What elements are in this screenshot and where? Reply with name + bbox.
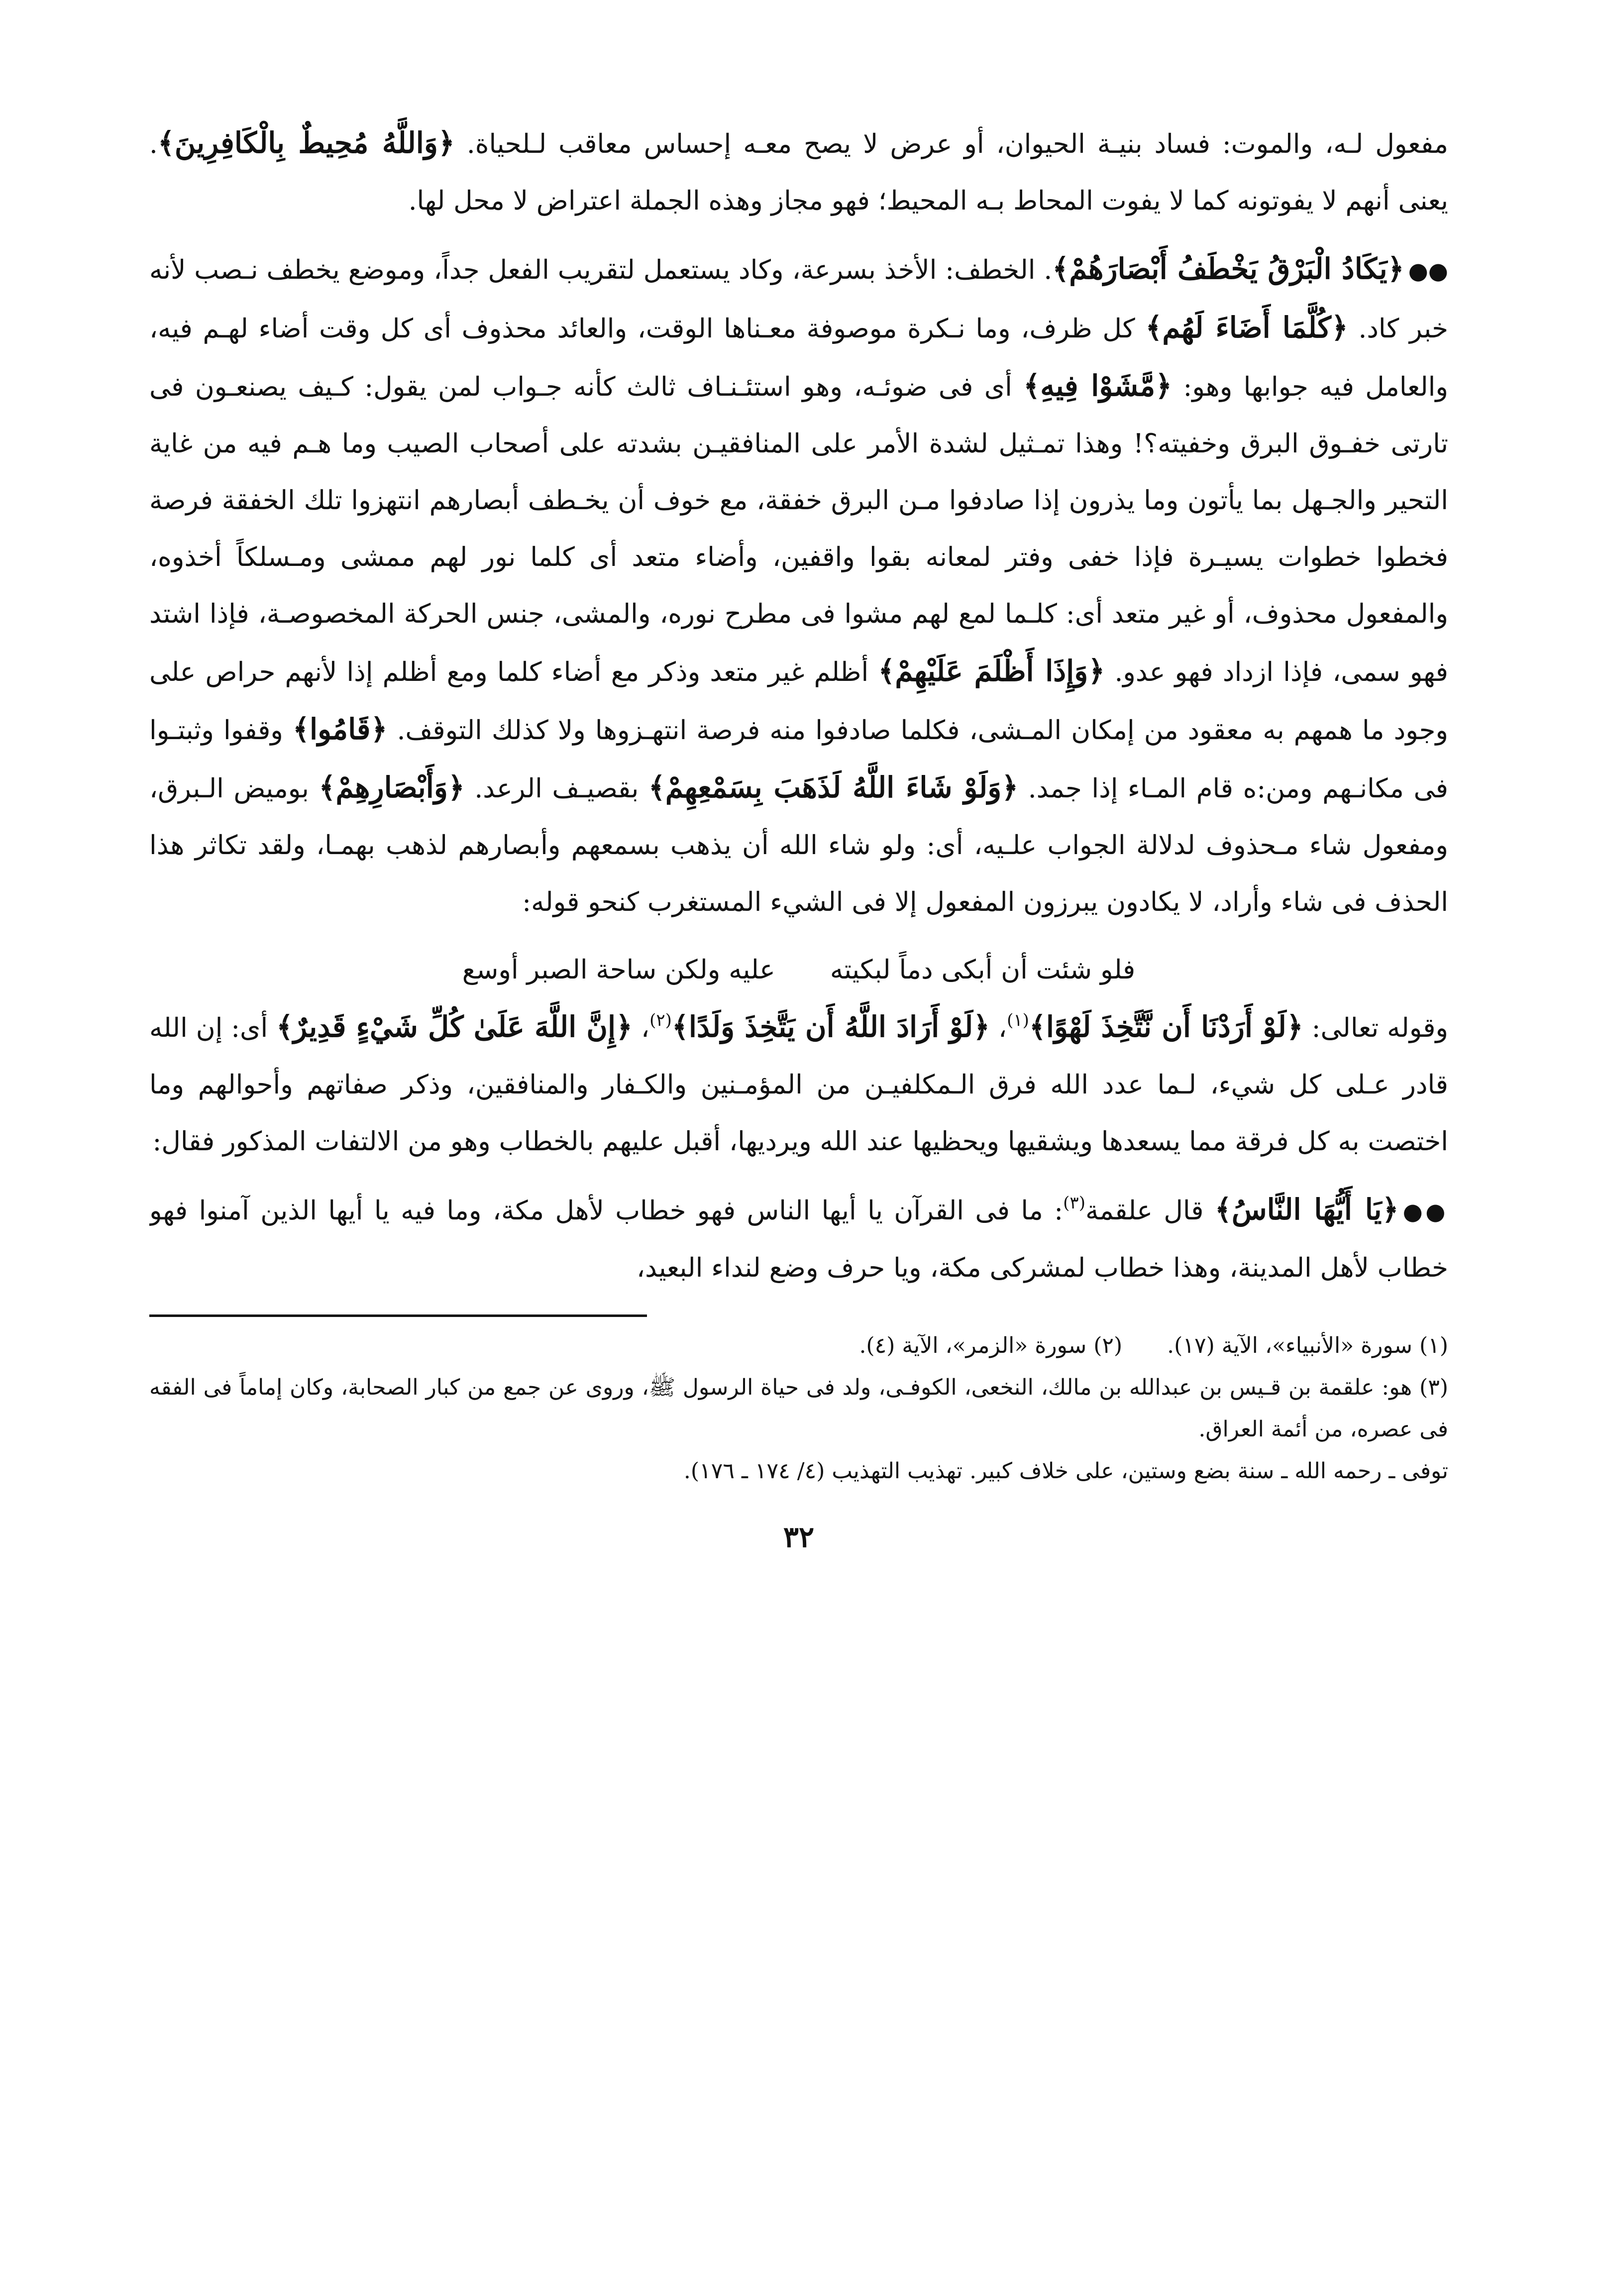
commentary-text: : ما فى القرآن يا أيها الناس فهو خطاب لأهل مكة، وما فيه يا أيها الذين آمنوا فهو خطاب لأهل المدينة، وهذا خطاب لمشركى مكة، ويا حرف وضع لنداء البعيد، [149,1196,1448,1283]
commentary-text: ، [633,1013,650,1043]
commentary-text: أى فى ضوئـه، وهو استئـنـاف ثالث كأنه جـواب لمن يقول: كـيف يصنعـون فى تارتى خفـوق البرق وخفيته؟! وهذا تمـثيل لشدة الأمر على المنافقيـن بشدته على أصحاب الصيب وما هـم فيه من غاية التحير والجـهل بما يأتون وما يذرون إذا صادفوا مـن البرق خفقة، مع خوف أن يخـطف أبصارهم انتهزوا تلك الخفقة فرصة فخطوا خطوات يسيـرة فإذا خفى وفتر لمعانه بقوا واقفين، وأضاء متعد أى كلما نور لهم ممشى ومـسلكاً أخذوه، والمفعول محذوف، أو غير متعد أى: كلـما لمع لهم مشوا فى مطرح نوره، والمشى، جنس الحركة المخصوصـة، فإذا اشتد فهو سمى، فإذا ازداد فهو عدو. [149,372,1448,687]
paragraph-bullet: ●● [1402,1198,1448,1225]
commentary-text: ، [990,1013,1007,1043]
quran-quote: ﴿مَّشَوْا فِيهِ﴾ [1023,369,1173,403]
footnote-reference: (٣) [1063,1193,1085,1213]
quran-quote: ﴿يَكَادُ الْبَرْقُ يَخْطَفُ أَبْصَارَهُمْ﴾ [1052,252,1404,286]
quran-quote: ﴿كُلَّمَا أَضَاءَ لَهُم﴾ [1145,311,1348,344]
commentary-text: قال علقمة [1085,1196,1215,1226]
paragraph-4 [149,1181,1448,1297]
commentary-text: أظلم غير متعد وذكر مع أضاء كلما ومع أظلم إذا لأنهم حراص على وجود ما همهم به معقود من إمكان المـشى، فكلما صادفوا منه فرصة انتهـزوها ولا كذلك التوقف. [149,657,1448,746]
verse-second-hemistich: عليه ولكن ساحة الصبر أوسع [462,955,775,985]
quran-quote: ﴿لَوْ أَرَادَ اللَّهُ أَن يَتَّخِذَ وَلَدًا﴾ [671,1010,990,1044]
paragraph-1 [149,114,1448,229]
quran-quote: ﴿وَاللَّهُ مُحِيطٌ بِالْكَافِرِينَ﴾ [157,126,455,160]
commentary-text: . الخطف: الأخذ بسرعة، وكاد يستعمل لتقريب الفعل جداً، وموضع يخطف نـصب لأنه خبر كاد. [149,255,1448,344]
footnote-reference: (٢) [649,1010,672,1030]
commentary-text: . يعنى أنهم لا يفوتونه كما لا يفوت المحاط بـه المحيط؛ فهو مجاز وهذه الجملة اعتراض لا محل لها. [149,129,1448,216]
commentary-text: كل ظرف، وما نـكرة موصوفة معـناها الوقت، والعائد محذوف أى كل وقت أضاء لهـم فيه، والعامل فيه جوابها وهو: [149,314,1448,402]
quran-quote: ﴿لَوْ أَرَدْنَا أَن نَّتَّخِذَ لَهْوًا﴾ [1029,1010,1303,1044]
footnote-reference: (١) [1007,1010,1029,1030]
footnote-row-1 [149,1325,1448,1367]
footnote-3-continued: توفى ـ رحمه الله ـ سنة بضع وستين، على خلاف كبير. تهذيب التهذيب (٤/ ١٧٤ ـ ١٧٦). [683,1458,1448,1484]
quran-quote: ﴿وَإِذَا أَظْلَمَ عَلَيْهِمْ﴾ [878,654,1105,688]
footnote-divider [149,1314,647,1317]
commentary-text: وقفوا وثبتـوا فى مكانـهم ومن:ه قام المـاء إذا جمد. [149,715,1448,804]
page-number: ٣٢ [783,1520,815,1554]
quran-quote: ﴿إِنَّ اللَّهَ عَلَىٰ كُلِّ شَيْءٍ قَدِيرٌ﴾ [276,1010,633,1044]
quran-quote: ﴿وَلَوْ شَاءَ اللَّهُ لَذَهَبَ بِسَمْعِهِمْ﴾ [648,770,1019,804]
footnote-1: (١) سورة «الأنبياء»، الآية (١٧). [1167,1333,1448,1358]
quran-quote: ﴿قَامُوا﴾ [292,712,388,746]
footnote-2: (٢) سورة «الزمر»، الآية (٤). [859,1333,1123,1358]
book-page [149,114,1448,2205]
paragraph-2 [149,240,1448,931]
commentary-text: مفعول لـه، والموت: فساد بنيـة الحيوان، أو عرض لا يصح معـه إحساس معاقب لـلحياة. [454,129,1448,159]
commentary-text: بقصيـف الرعد. [464,773,648,804]
paragraph-3 [149,998,1448,1170]
commentary-text: وقوله تعالى: [1303,1013,1448,1043]
paragraph-bullet: ●● [1408,257,1448,284]
quran-quote: ﴿وَأَبْصَارِهِمْ﴾ [319,770,465,804]
poetry-verse [149,942,1448,998]
main-text [149,114,1448,1297]
verse-first-hemistich: فلو شئت أن أبكى دماً لبكيته [830,955,1136,985]
footnotes [149,1325,1448,1492]
commentary-text: أى: إن الله قادر عـلى كل شيء، لـما عدد الله فرق الـمكلفيـن من المؤمـنين والكـفار والمنافقين، وذكر صفاتهم وأحوالهم وما اختصت به كل فرقة مما يسعدها ويشقيها ويحظيها عند الله ويرديها، أقبل عليهم بالخطاب وهو من الالتفات المذكور فقال: [149,1013,1448,1157]
commentary-text: بوميض الـبرق، ومفعول شاء مـحذوف لدلالة الجواب علـيه، أى: ولو شاء الله أن يذهب بسمعهم وأبصارهم لذهب بهمـا، ولقد تكاثر هذا الحذف فى شاء وأراد، لا يكادون يبرزون المفعول إلا فى الشيء المستغرب كنحو قوله: [149,773,1448,917]
quran-quote: ﴿يَا أَيُّهَا النَّاسُ﴾ [1214,1193,1399,1226]
footnote-3: (٣) هو: علقمة بن قـيس بن عبدالله بن مالك، النخعى، الكوفـى، ولد فى حياة الرسول ﷺ، وروى عن جمع من كبار الصحابة، وكان إماماً فى الفقه فى عصره، من أئمة العراق. [149,1375,1448,1442]
